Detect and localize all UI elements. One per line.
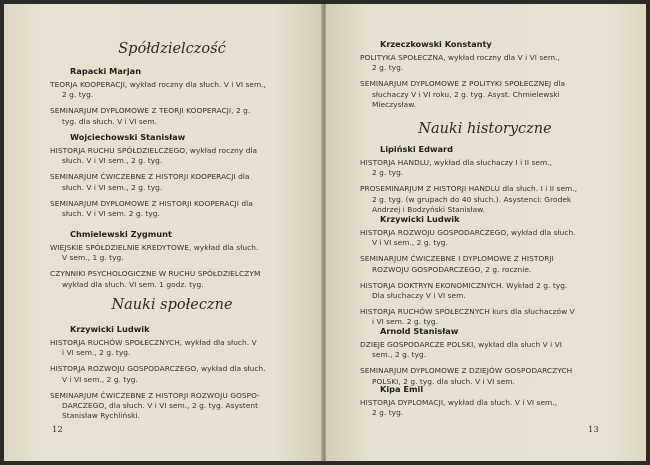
- course-line: ROZWOJU GOSPODARCZEGO, 2 g. rocznie.: [372, 264, 532, 274]
- course-entry: [50, 338, 294, 358]
- course-entry: [50, 199, 294, 219]
- course-line: HISTORJA ROZWOJU GOSPODARCZEGO, wykład dla słuch.: [360, 228, 576, 237]
- section-title: Nauki historyczne: [418, 121, 552, 137]
- course-entry: [360, 228, 610, 248]
- course-entry: [360, 398, 610, 418]
- instructor-name: Krzywicki Ludwik: [70, 324, 150, 334]
- course-entry: [50, 364, 294, 384]
- section-title: Spółdzielczość: [118, 41, 226, 57]
- course-line: HISTORJA RUCHÓW SPOŁECZNYCH, wykład dla słuch. V: [50, 338, 257, 347]
- course-entry: [50, 80, 294, 100]
- course-entry: [360, 79, 610, 110]
- course-entry: [50, 269, 294, 289]
- course-line: TEORJA KOOPERACJI, wykład roczny dla słuch. V i VI sem.,: [50, 80, 267, 89]
- course-line: SEMINARJUM DYPLOMOWE Z DZIEJÓW GOSPODARCZYCH: [360, 366, 573, 376]
- course-line: wykład dla słuch. VI sem. 1 godz. tyg.: [62, 279, 204, 289]
- course-line: tyg. dla słuch. V i VI sem.: [62, 116, 158, 126]
- section-title: Nauki społeczne: [111, 297, 233, 313]
- course-line: V i VI sem., 2 g. tyg.: [372, 238, 448, 248]
- course-entry: [50, 106, 294, 126]
- course-line: 2 g. tyg.: [372, 168, 404, 178]
- course-line: Stanisław Rychliński.: [62, 411, 140, 421]
- instructor-name: Arnold Stanisław: [380, 326, 459, 336]
- course-line: PROSEMINARJUM Z HISTORJI HANDLU dla słuch. I i II sem.,: [360, 184, 578, 194]
- course-line: Mieczysław.: [372, 99, 417, 109]
- book-spread: [4, 4, 646, 461]
- course-entry: [360, 53, 610, 73]
- course-line: HISTORJA DOKTRYN EKONOMICZNYCH. Wykład 2 g. tyg.: [360, 280, 568, 290]
- course-line: HISTORJA HANDLU, wykład dla słuchaczy I i II sem.,: [360, 158, 553, 167]
- course-line: Andrzej i Bodzyński Stanisław.: [372, 204, 486, 214]
- course-entry: [360, 307, 610, 327]
- right-page: [326, 4, 646, 461]
- course-line: sem., 2 g. tyg.: [372, 350, 427, 360]
- course-line: słuch. V i VI sem., 2 g. tyg.: [62, 156, 163, 166]
- course-line: i VI sem., 2 g. tyg.: [62, 348, 131, 358]
- course-line: 2 g. tyg.: [372, 408, 404, 418]
- course-line: DARCZEGO, dla słuch. V i VI sem., 2 g. tyg. Asystent: [62, 401, 259, 410]
- course-line: HISTORJA RUCHÓW SPOŁECZNYCH kurs dla słuchaczów V: [360, 307, 575, 317]
- page-number-left: 12: [52, 425, 63, 435]
- course-entry: [360, 340, 610, 360]
- course-line: SEMINARJUM DYPLOMOWE Z TEORJI KOOPERACJI, 2 g.: [50, 106, 251, 116]
- course-line: SEMINARJUM DYPLOMOWE Z HISTORJI KOOPERACJI dla: [50, 198, 253, 208]
- instructor-name: Chmielewski Zygmunt: [70, 229, 172, 239]
- course-line: SEMINARJUM ĆWICZEBNE Z HISTORJI KOOPERACJI dla: [50, 172, 250, 182]
- course-line: 2 g. tyg. (w grupach do 40 słuch.). Asystenci: Grodek: [372, 194, 572, 204]
- course-line: POLSKI, 2 g. tyg. dla słuch. V i VI sem.: [372, 376, 515, 386]
- instructor-name: Kipa Emil: [380, 384, 424, 394]
- course-entry: [360, 281, 610, 301]
- course-line: HISTORJA ROZWOJU GOSPODARCZEGO, wykład dla słuch.: [50, 364, 266, 374]
- course-line: SEMINARJUM ĆWICZEBNE I DYPLOMOWE Z HISTORJI: [360, 254, 554, 264]
- course-entry: [50, 243, 294, 263]
- instructor-name: Krzywicki Ludwik: [380, 214, 460, 224]
- instructor-name: Rapacki Marjan: [70, 66, 142, 76]
- course-line: HISTORJA DYPLOMACJI, wykład dla słuch. V i VI sem.,: [360, 398, 558, 407]
- course-line: SEMINARJUM ĆWICZEBNE Z HISTORJI ROZWOJU GOSPO-: [50, 390, 260, 400]
- course-entry: [50, 146, 294, 166]
- course-line: CZYNNIKI PSYCHOLOGICZNE W RUCHU SPÓŁDZIELCZYM: [50, 269, 261, 279]
- course-entry: [50, 172, 294, 192]
- instructor-name: Krzeczkowski Konstanty: [380, 39, 492, 49]
- course-line: i VI sem. 2 g. tyg.: [372, 317, 438, 327]
- instructor-name: Lipiński Edward: [380, 144, 453, 154]
- course-line: Dla słuchaczy V i VI sem.: [372, 291, 466, 300]
- instructor-name: Wojciechowski Stanisław: [70, 132, 186, 142]
- course-line: HISTORJA RUCHU SPÓŁDZIELCZEGO, wykład roczny dla: [50, 146, 258, 155]
- left-page: [4, 4, 322, 461]
- course-line: słuch. V i VI sem. 2 g. tyg.: [62, 209, 160, 218]
- course-entry: [360, 254, 610, 274]
- course-line: V sem., 1 g. tyg.: [62, 253, 124, 263]
- course-line: DZIEJE GOSPODARCZE POLSKI, wykład dla słuch V i VI: [360, 340, 563, 349]
- course-entry: [360, 184, 610, 215]
- course-line: słuch. V i VI sem., 2 g. tyg.: [62, 182, 163, 192]
- course-line: WIEJSKIE SPÓŁDZIELNIE KREDYTOWE, wykład dla słuch.: [50, 243, 259, 252]
- course-entry: [50, 391, 294, 422]
- page-number-right: 13: [588, 425, 599, 435]
- course-line: POLITYKA SPOŁECZNA, wykład roczny dla V i VI sem.,: [360, 53, 560, 62]
- course-line: V i VI sem., 2 g. tyg.: [62, 374, 138, 384]
- course-entry: [360, 158, 610, 178]
- course-line: SEMINARJUM DYPLOMOWE Z POLITYKI SPOŁECZNEJ dla: [360, 79, 566, 89]
- course-line: 2 g. tyg.: [372, 63, 404, 73]
- course-line: słuchaczy V i VI roku, 2 g. tyg. Asyst. Chmielewski: [372, 89, 560, 99]
- course-line: 2 g. tyg.: [62, 90, 94, 100]
